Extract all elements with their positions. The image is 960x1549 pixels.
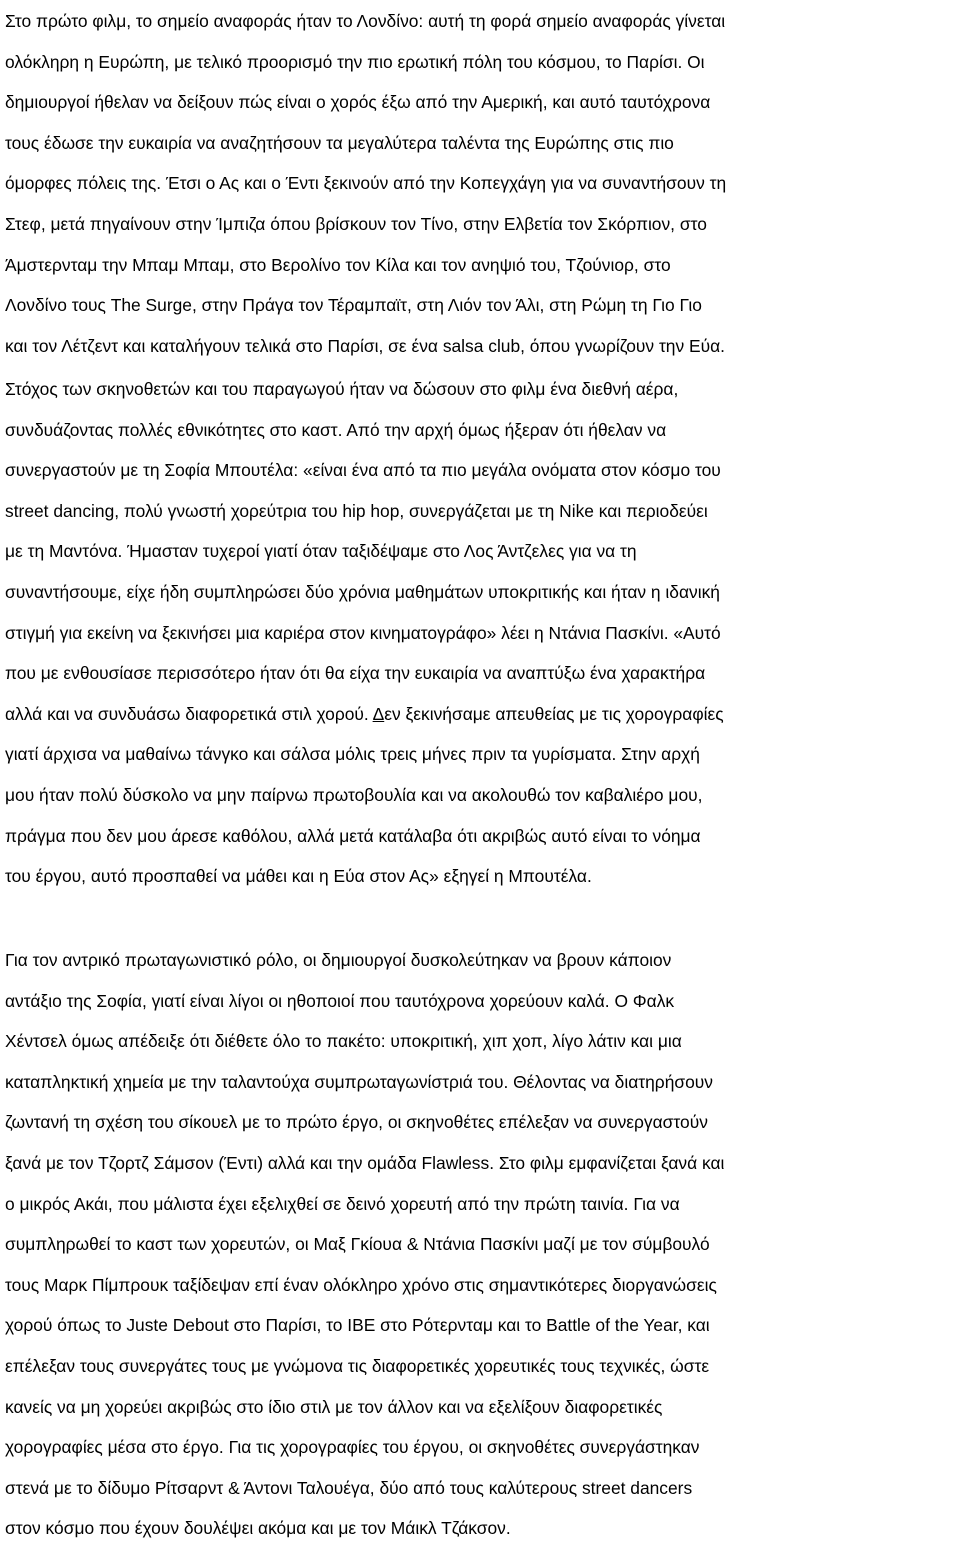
text-line: ολόκληρη η Ευρώπη, με τελικό προορισμό την πιο ερωτική πόλη του κόσμου, το Παρίσι. Οι: [5, 51, 705, 72]
text-line: του έργου, αυτό προσπαθεί να μάθει και η Εύα στον Ας» εξηγεί η Μπουτέλα.: [5, 866, 592, 887]
text-line: ζωντανή τη σχέση του σίκουελ με το πρώτο έργο, οι σκηνοθέτες επέλεξαν να συνεργαστούν: [5, 1112, 708, 1133]
text-line: ο μικρός Ακάι, που μάλιστα έχει εξελιχθεί σε δεινό χορευτή από την πρώτη ταινία. Για να: [5, 1193, 680, 1214]
text-line: συναντήσουμε, είχε ήδη συμπληρώσει δύο χρόνια μαθημάτων υποκριτικής και ήταν η ιδανική: [5, 581, 720, 602]
text-line: κανείς να μη χορεύει ακριβώς στο ίδιο στιλ με τον άλλον και να εξελίξουν διαφορετικές: [5, 1396, 663, 1417]
text-line: Λονδίνο τους The Surge, στην Πράγα τον Τέραμπαϊτ, στη Λιόν τον Άλι, στη Ρώμη τη Γιο Γιο: [5, 295, 702, 316]
text-line: γιατί άρχισα να μαθαίνω τάνγκο και σάλσα μόλις τρεις μήνες πριν τα γυρίσματα. Στην αρχή: [5, 744, 700, 765]
text-line: καταπληκτική χημεία με την ταλαντούχα συμπρωταγωνίστριά του. Θέλοντας να διατηρήσουν: [5, 1071, 713, 1092]
text-line: επέλεξαν τους συνεργάτες τους με γνώμονα τις διαφορετικές χορευτικές τους τεχνικές, ώστε: [5, 1355, 710, 1376]
paragraph-2: [5, 369, 960, 897]
text-line: [5, 694, 960, 735]
text-line: μου ήταν πολύ δύσκολο να μην παίρνω πρωτοβουλία και να ακολουθώ τον καβαλιέρο μου,: [5, 784, 703, 805]
text-line: Για τον αντρικό πρωταγωνιστικό ρόλο, οι δημιουργοί δυσκολεύτηκαν να βρουν κάποιον: [5, 950, 672, 970]
text-line: Στο πρώτο φιλμ, το σημείο αναφοράς ήταν το Λονδίνο: αυτή τη φορά σημείο αναφοράς γίνεται: [5, 11, 726, 31]
text-line: συνδυάζοντας πολλές εθνικότητες στο καστ. Από την αρχή όμως ήξεραν ότι ήθελαν να: [5, 419, 667, 440]
text-line: αντάξιο της Σοφία, γιατί είναι λίγοι οι ηθοποιοί που ταυτόχρονα χορεύουν καλά. Ο Φαλκ: [5, 990, 675, 1011]
underlined-letter: Δ: [372, 703, 385, 724]
text-line: στον κόσμο που έχουν δουλέψει ακόμα και με τον Μάικλ Τζάκσον.: [5, 1518, 511, 1539]
paragraph-1: [5, 1, 960, 366]
text-line: τους έδωσε την ευκαιρία να αναζητήσουν τα μεγαλύτερα ταλέντα της Ευρώπης στις πιο: [5, 132, 674, 153]
text-line: με τη Μαντόνα. Ήμασταν τυχεροί γιατί όταν ταξιδέψαμε στο Λος Άντζελες για να τη: [5, 541, 637, 562]
text-line: χορογραφίες μέσα στο έργο. Για τις χορογραφίες του έργου, οι σκηνοθέτες συνεργάστηκαν: [5, 1437, 700, 1458]
text-line: όμορφες πόλεις της. Έτσι ο Ας και ο Έντι ξεκινούν από την Κοπεγχάγη για να συναντήσουν τη: [5, 173, 727, 194]
text-line: στενά με το δίδυμο Ρίτσαρντ & Άντονι Ταλουέγα, δύο από τους καλύτερους street dancers: [5, 1477, 693, 1498]
text-line: street dancing, πολύ γνωστή χορεύτρια του hip hop, συνεργάζεται με τη Nike και περιοδεύει: [5, 500, 708, 521]
text-line: στιγμή για εκείνη να ξεκινήσει μια καριέρα στον κινηματογράφο» λέει η Ντάνια Πασκίνι. «Αυτό: [5, 622, 721, 643]
text-line: συνεργαστούν με τη Σοφία Μπουτέλα: «είναι ένα από τα πιο μεγάλα ονόματα στον κόσμο του: [5, 460, 721, 481]
text-line: που με ενθουσίασε περισσότερο ήταν ότι θα είχα την ευκαιρία να αναπτύξω ένα χαρακτήρα: [5, 663, 706, 684]
text-line: χορού όπως το Juste Debout στο Παρίσι, το IBE στο Ρότερνταμ και το Battle of the Year, και: [5, 1315, 710, 1336]
text-line: Στόχος των σκηνοθετών και του παραγωγού ήταν να δώσουν στο φιλμ ένα διεθνή αέρα,: [5, 379, 679, 399]
text-line: Χέντσελ όμως απέδειξε ότι διέθετε όλο το πακέτο: υποκριτική, χιπ χοπ, λίγο λάτιν και μια: [5, 1031, 682, 1052]
text-line: δημιουργοί ήθελαν να δείξουν πώς είναι ο χορός έξω από την Αμερική, και αυτό ταυτόχρονα: [5, 92, 711, 113]
text-line: πράγμα που δεν μου άρεσε καθόλου, αλλά μετά κατάλαβα ότι ακριβώς αυτό είναι το νόημα: [5, 825, 701, 846]
text-segment: αλλά και να συνδυάσω διαφορετικά στιλ χορού.: [5, 703, 373, 724]
text-line: και τον Λέτζεντ και καταλήγουν τελικά στο Παρίσι, σε ένα salsa club, όπου γνωρίζουν την Εύα.: [5, 335, 726, 356]
paragraph-3: [5, 940, 960, 1549]
text-line: τους Μαρκ Πίμπρουκ ταξίδεψαν επί έναν ολόκληρο χρόνο στις σημαντικότερες διοργανώσεις: [5, 1274, 717, 1295]
text-line: συμπληρωθεί το καστ των χορευτών, οι Μαξ Γκίουα & Ντάνια Πασκίνι μαζί με τον σύμβουλό: [5, 1234, 710, 1255]
text-line: Στεφ, μετά πηγαίνουν στην Ίμπιζα όπου βρίσκουν τον Τίνο, στην Ελβετία τον Σκόρπιον, στο: [5, 213, 707, 234]
text-line: Άμστερνταμ την Μπαμ Μπαμ, στο Βερολίνο τον Κίλα και τον ανηψιό του, Τζούνιορ, στο: [5, 254, 671, 275]
text-segment: εν ξεκινήσαμε απευθείας με τις χορογραφίες: [384, 703, 724, 724]
text-line: ξανά με τον Τζορτζ Σάμσον (Έντι) αλλά και την ομάδα Flawless. Στο φιλμ εμφανίζεται ξανά και: [5, 1152, 725, 1173]
